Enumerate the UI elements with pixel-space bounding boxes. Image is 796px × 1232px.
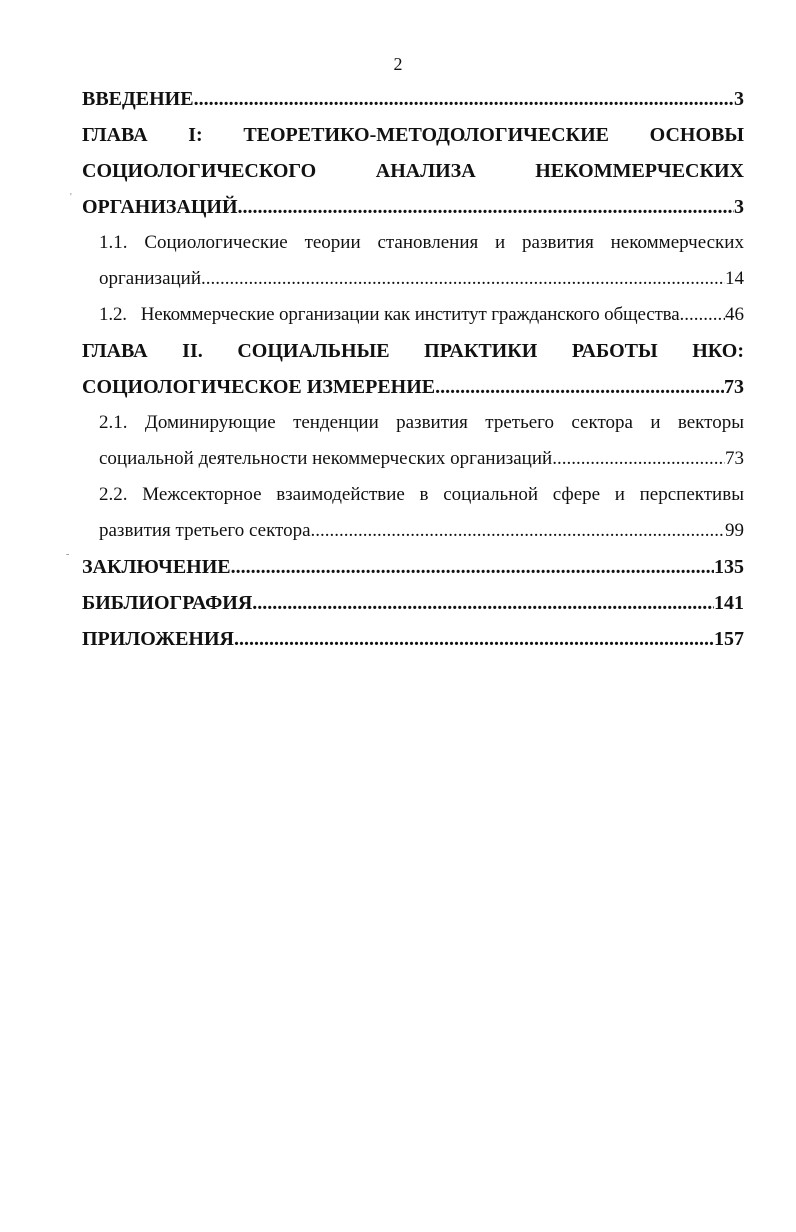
dot-leader (234, 621, 714, 657)
toc-entry-page: 3 (734, 88, 744, 110)
toc-word: ТЕОРЕТИКО-МЕТОДОЛОГИЧЕСКИЕ (243, 124, 609, 146)
toc-entry-title: ВВЕДЕНИЕ (82, 88, 194, 110)
toc-word: социальной (443, 484, 539, 505)
dot-leader (435, 369, 724, 405)
toc-word: Доминирующие (144, 412, 276, 433)
toc-entry-bibliography[interactable] (82, 585, 744, 621)
dot-leader (680, 297, 725, 333)
toc-word: 2.2. (99, 484, 128, 505)
toc-section-2-1-line2[interactable] (82, 441, 744, 477)
toc-entry-page: 99 (725, 520, 744, 541)
toc-word: НКО: (692, 340, 744, 362)
toc-word: НЕКОММЕРЧЕСКИХ (535, 160, 744, 182)
toc-word: третьего (485, 412, 554, 433)
toc-word: сектора (571, 412, 633, 433)
toc-word: и (495, 232, 506, 253)
toc-word: II. (182, 340, 203, 362)
toc-entry-conclusion[interactable] (82, 549, 744, 585)
toc-chapter2-line1[interactable] (82, 333, 744, 369)
toc-word: I: (188, 124, 203, 146)
toc-section-1-1-line1[interactable] (82, 225, 744, 261)
toc-word: сфере (552, 484, 601, 505)
toc-entry-page: 73 (725, 448, 744, 469)
toc-entry-title: социальной деятельности некоммерческих организаций (99, 448, 553, 469)
toc-word: развития (396, 412, 468, 433)
toc-chapter1-line1[interactable] (82, 117, 744, 153)
toc-entry-intro[interactable] (82, 81, 744, 117)
toc-word: тенденции (293, 412, 379, 433)
toc-word: АНАЛИЗА (375, 160, 476, 182)
toc-entry-page: 73 (724, 376, 744, 398)
toc-entry-page: 14 (725, 268, 744, 289)
toc-word: СОЦИОЛОГИЧЕСКОГО (82, 160, 317, 182)
dot-leader (238, 189, 734, 225)
toc-word: ПРАКТИКИ (424, 340, 538, 362)
toc-word: взаимодействие (276, 484, 405, 505)
toc-entry-page: 135 (714, 556, 744, 578)
toc-entry-page: 141 (714, 592, 744, 614)
toc-section-2-2-line2[interactable] (82, 513, 744, 549)
dot-leader (231, 549, 714, 585)
toc-word: Межсекторное (142, 484, 262, 505)
toc-word: теории (304, 232, 361, 253)
toc-entry-title: СОЦИОЛОГИЧЕСКОЕ ИЗМЕРЕНИЕ (82, 376, 436, 398)
toc-word: и (614, 484, 625, 505)
toc-chapter2-line2[interactable] (82, 369, 744, 405)
dot-leader (311, 513, 725, 549)
toc-word: ОСНОВЫ (649, 124, 744, 146)
toc-word: некоммерческих (610, 232, 744, 253)
scan-speck: - (66, 549, 70, 560)
scan-speck: ' (70, 192, 72, 203)
toc-entry-title: ПРИЛОЖЕНИЯ (82, 628, 234, 650)
toc-entry-title: 1.2. Некоммерческие организации как институт гражданского общества (99, 304, 680, 325)
toc-entry-title: организаций (99, 268, 202, 289)
toc-word: перспективы (639, 484, 744, 505)
toc-word: становления (377, 232, 479, 253)
toc-entry-title: БИБЛИОГРАФИЯ (82, 592, 253, 614)
toc-word: векторы (677, 412, 744, 433)
table-of-contents (82, 81, 744, 657)
toc-entry-page: 46 (725, 304, 744, 325)
toc-chapter1-line3[interactable] (82, 189, 744, 225)
toc-word: СОЦИАЛЬНЫЕ (237, 340, 390, 362)
toc-word: Социологические (144, 232, 288, 253)
toc-word: ГЛАВА (82, 124, 148, 146)
dot-leader (194, 81, 734, 117)
toc-word: 2.1. (99, 412, 128, 433)
toc-entry-title: ОРГАНИЗАЦИЙ (82, 196, 238, 218)
toc-word: ГЛАВА (82, 340, 148, 362)
page-number: 2 (393, 54, 403, 74)
toc-word: 1.1. (99, 232, 128, 253)
toc-entry-title: ЗАКЛЮЧЕНИЕ (82, 556, 231, 578)
toc-entry-page: 157 (714, 628, 744, 650)
toc-section-1-2[interactable] (82, 297, 744, 333)
dot-leader (552, 441, 725, 477)
toc-section-1-1-line2[interactable] (82, 261, 744, 297)
toc-section-2-2-line1[interactable] (82, 477, 744, 513)
toc-word: и (650, 412, 661, 433)
toc-entry-title: развития третьего сектора (99, 520, 311, 541)
toc-entry-page: 3 (734, 196, 744, 218)
toc-word: развития (522, 232, 594, 253)
toc-section-2-1-line1[interactable] (82, 405, 744, 441)
toc-word: в (419, 484, 429, 505)
toc-entry-appendices[interactable] (82, 621, 744, 657)
toc-chapter1-line2[interactable] (82, 153, 744, 189)
dot-leader (252, 585, 714, 621)
dot-leader (201, 261, 725, 297)
toc-word: РАБОТЫ (571, 340, 658, 362)
